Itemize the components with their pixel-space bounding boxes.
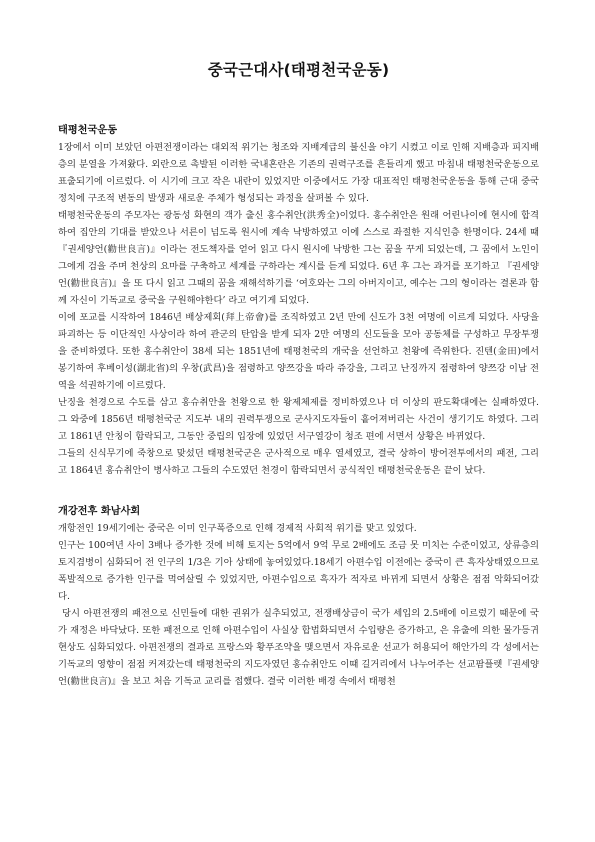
section-heading-taiping: 태평천국운동 bbox=[58, 125, 118, 136]
paragraph: 난징을 천경으로 수도를 삼고 홍슈취안을 천왕으로 한 왕제체제를 정비하였으나 더 이상의 판도확대에는 실패하였다. 그 와중에 1856년 태평천국군 지도부 내의 권력투쟁으로 군사지도자들이 흩어져버리는 사건이 생기기도 하였다. 그리고 1861년 안칭이 함락되고, 그동안 중립의 입장에 있었던 서구열강이 청조 편에 서면서 상황은 바뀌었다. bbox=[58, 397, 539, 442]
paragraph: 이에 포교를 시작하여 1846년 배상제회(拜上帝會)를 조직하였고 2년 만에 신도가 3천 여명에 이르게 되었다. 사당을 파괴하는 등 이단적인 사상이라 하여 관군의 탄압을 받게 되자 2만 여명의 신도들을 모아 공동체를 구성하고 무장투쟁을 준비하였다. 또한 홍수취안이 38세 되는 1851년에 태평천국의 개국을 선언하고 천왕에 즉위한다. 진텐(金田)에서 봉기하여 후베이성(湖北省)의 우창(武昌)을 점령하고 양쯔강을 따라 쥬강을, 그리고 난징까지 점령하여 양쯔강 이남 전역을 석권하기에 이르렀다. bbox=[58, 312, 539, 391]
paragraph: 당시 아편전쟁의 패전으로 신민들에 대한 권위가 실추되었고, 전쟁배상금이 국가 세입의 2.5배에 이르렀기 때문에 국가 재정은 바닥났다. 또한 패전으로 인해 아편수입이 사실상 합법화되면서 수입량은 증가하고, 은 유출에 의한 물가등귀현상도 심화되었다. 아편전쟁의 결과로 프랑스와 황푸조약을 맺으면서 자유로운 선교가 허용되어 해안가의 각 성에서는 기독교의 영향이 점점 커져갔는데 태평천국의 지도자였던 홍슈취안도 이때 길거리에서 나누어주는 선교팜플렛『권세양언(勸世良言)』을 보고 처음 기독교 교리를 접했다. 결국 이러한 배경 속에서 태평천 bbox=[58, 608, 539, 687]
paragraph: 1장에서 이미 보았던 아편전쟁이라는 대외적 위기는 청조와 지배계급의 불신을 야기 시켰고 이로 인해 지배층과 피지배층의 분열을 가져왔다. 외란으로 촉발된 이러한 국내혼란은 기존의 권력구조를 흔들리게 했고 마침내 태평천국운동으로 표출되기에 이르렀다. 이 시기에 크고 작은 내란이 있었지만 이중에서도 가장 대표적인 태평천국운동을 통해 근대 중국 정치에 구조적 변동의 발생과 새로운 주체가 형성되는 과정을 살펴볼 수 있다. bbox=[58, 142, 539, 204]
document-title: 중국근대사(태평천국운동) bbox=[207, 61, 390, 79]
paragraph: 태평천국운동의 주모자는 광동성 화현의 객가 출신 홍수취안(洪秀全)이었다. 홍수취안은 원래 어린나이에 현시에 합격하여 집안의 기대를 받았으나 서른이 넘도록 원시에 계속 낙방하였고 이에 스스로 좌절한 지식인층 한명이다. 24세 때 『권세양언(勸世良言)』이라는 전도책자를 얻어 읽고 다시 원시에 낙방한 그는 꿈을 꾸게 되었는데, 그 꿈에서 노인이 그에게 검을 주며 천상의 요마를 구축하고 세계를 구하라는 계시를 듣게 되었다. 6년 후 그는 과거를 포기하고 『권세양언(勸世良言)』을 또 다시 읽고 그때의 꿈을 재해석하기를 ‘여호와는 그의 아버지이고, 예수는 그의 형이라는 결론과 함께 자신이 기독교로 중국을 구원해야한다’ 라고 여기게 되었다. bbox=[58, 210, 539, 306]
paragraph: 개항전인 19세기에는 중국은 이미 인구폭증으로 인해 경제적 사회적 위기를 맞고 있었다. bbox=[58, 523, 417, 534]
paragraph: 그들의 신식무기에 죽창으로 맞섰던 태평천국군은 군사적으로 매우 열세였고, 결국 상하이 방어전투에서의 패전, 그리고 1864년 홍슈취안이 병사하고 그들의 수도였던 천경이 함락되면서 공식적인 태평천국운동은 끝이 났다. bbox=[58, 448, 539, 476]
section-heading-south-china: 개강전후 화남사회 bbox=[58, 506, 141, 517]
paragraph: 인구는 100여년 사이 3배나 증가한 것에 비해 토지는 5억에서 9억 무로 2배에도 조금 못 미치는 수준이었고, 상류층의 토지겸병이 심화되어 전 인구의 1/3은 기아 상태에 놓여있었다.18세기 아편수입 이전에는 중국이 큰 흑자상태였으므로 폭발적으로 증가한 인구를 먹여살릴 수 있었지만, 아편수입으로 흑자가 적자로 바뀌게 되면서 상황은 점점 악화되어갔다. bbox=[58, 540, 539, 602]
